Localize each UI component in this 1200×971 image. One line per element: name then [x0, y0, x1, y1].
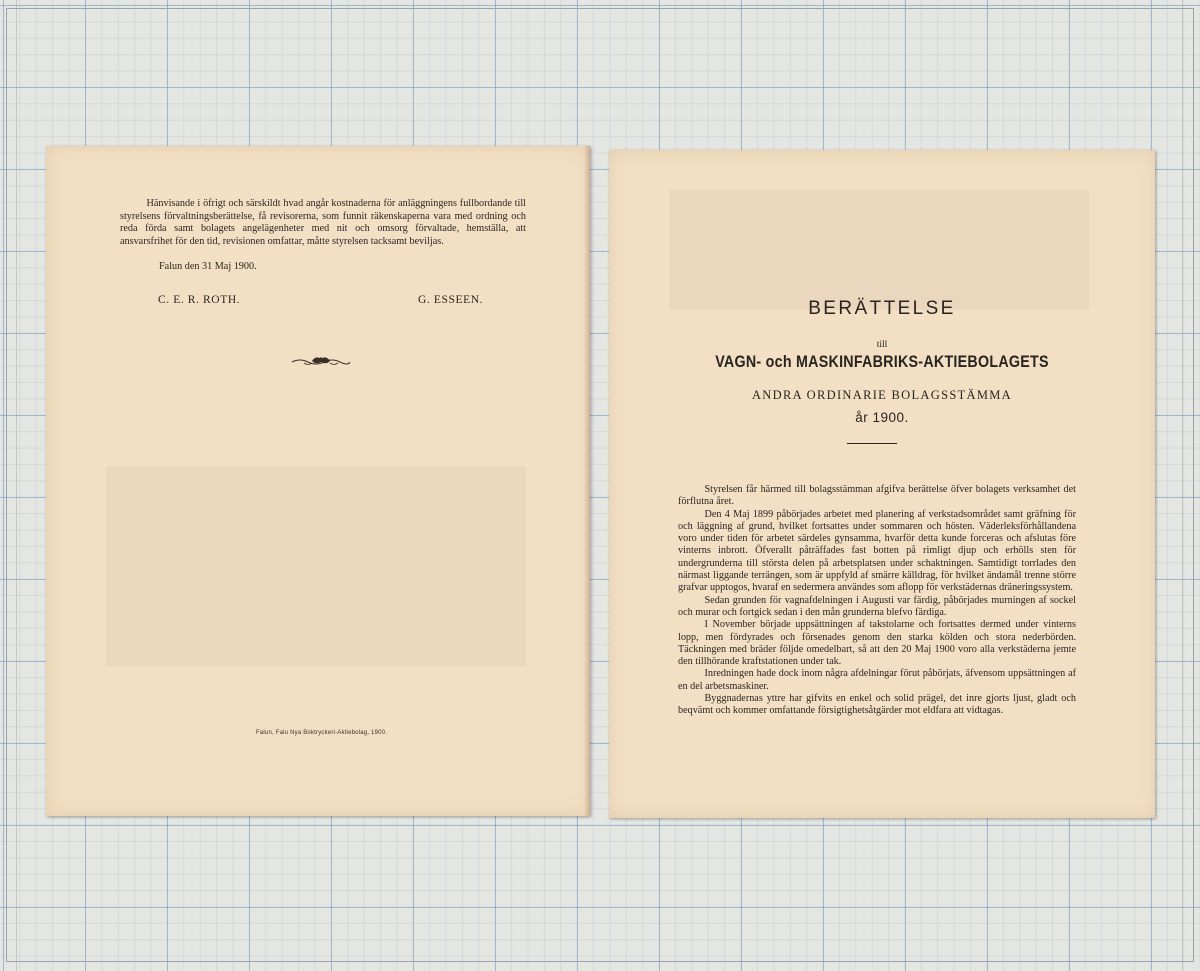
- document-title: BERÄTTELSE: [808, 298, 956, 319]
- report-body: [678, 484, 1076, 718]
- ornament-icon: [290, 353, 352, 369]
- year-line: år 1900.: [855, 410, 909, 425]
- report-paragraph: Inredningen hade dock inom några afdelningar förut påbörjats, äfvensom uppsättningen af en del arbetsmaskiner.: [678, 668, 1076, 692]
- report-paragraph: Byggnadernas yttre har gifvits en enkel och solid prägel, det inre gjorts ljust, gladt och beqvämt och kommer omfattande försigtighetsåtgärder mot eldfara att vidtagas.: [678, 693, 1076, 717]
- margin-line: [1182, 0, 1183, 971]
- signature-esseen: G. ESSEEN.: [418, 294, 484, 306]
- printer-imprint: Falun, Falu Nya Boktryckeri-Aktiebolag, 1900.: [256, 730, 388, 736]
- company-name-och: och: [765, 352, 792, 371]
- report-paragraph: Den 4 Maj 1899 påbörjades arbetet med planering af verkstadsområdet samt gräfning för och läggning af grund, hvilket fortsattes under sommaren och hösten. Väderleksförhållandena voro under tiden för arbetet särdeles gynsamma, hvarför detta kunde forceras och afslutas före vinterns inbrott. Öfverallt påträffades fast botten på rimligt djup och erhölls sten för undergrunderna till största delen på arbetsplatsen under schaktningen. Samtidigt torrlades den närmast liggande terrängen, som är uppfyld af smärre källdrag, för hvilket ändamål trenne större grafvar upptogos, hvaraf en sedermera användes som aflopp för verkstädernas dräneringssystem.: [678, 508, 1076, 594]
- show-through: [106, 466, 526, 666]
- show-through: [669, 190, 1089, 310]
- company-name: [653, 352, 1112, 372]
- margin-line: [16, 0, 17, 971]
- meeting-subtitle: ANDRA ORDINARIE BOLAGSSTÄMMA: [751, 388, 1013, 402]
- report-paragraph: Sedan grunden för vagnafdelningen i Augusti var färdig, påbörjades murningen af sockel och murar och fortgick sedan i den mån grunderna blefvo färdiga.: [678, 594, 1076, 618]
- company-name-part2: MASKINFABRIKS-AKTIEBOLAGETS: [796, 352, 1049, 371]
- date-line: Falun den 31 Maj 1900.: [159, 261, 257, 272]
- title-rule: [847, 443, 897, 444]
- signature-roth: C. E. R. ROTH.: [158, 294, 241, 306]
- page-gutter: [584, 146, 590, 816]
- report-paragraph: I November började uppsättningen af takstolarne och fortsattes dermed under vinterns lopp, men fördyrades och försenades genom den starka kölden och stora nederbörden. Täckningen med bräder följde omedelbart, så att den 20 Maj 1900 voro alla verkstäderna jemte den tillhörande kraftstationen under tak.: [678, 619, 1076, 668]
- report-paragraph: Styrelsen får härmed till bolagsstämman afgifva berättelse öfver bolagets verksamhet det förflutna året.: [678, 484, 1076, 508]
- title-connector: till: [876, 340, 888, 350]
- left-page: [46, 146, 590, 816]
- audit-paragraph: Hänvisande i öfrigt och särskildt hvad angår kostnaderna för anläggningens fullbordande till styrelsens förvaltningsberättelse, få revisorerna, som funnit räkenskaperna vara med ordning och reda förda samt bolagets angelägenheter med nit och omsorg förvaltade, hemställa, att ansvarsfrihet för den tid, revisionen omfattar, måtte styrelsen tacksamt beviljas.: [120, 198, 526, 247]
- company-name-part1: VAGN-: [715, 352, 762, 371]
- right-page: [609, 150, 1155, 818]
